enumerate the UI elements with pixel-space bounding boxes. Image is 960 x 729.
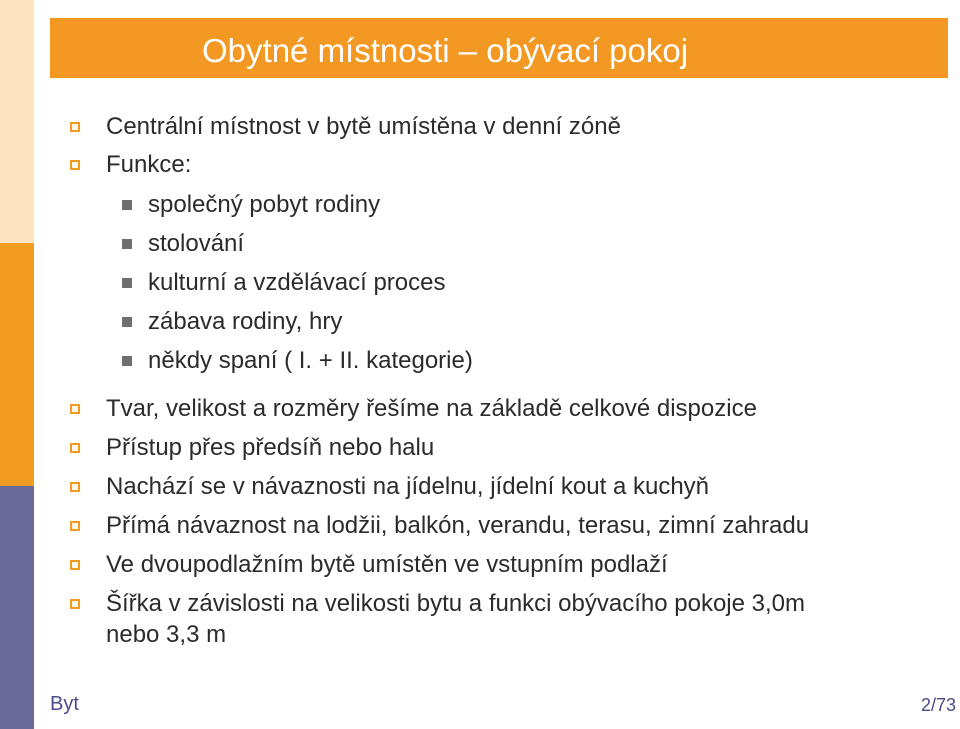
bullet-text: Nachází se v návaznosti na jídelnu, jídelní kout a kuchyň [106, 473, 710, 500]
bullet-text: Centrální místnost v bytě umístěna v denní zóně [106, 113, 621, 140]
bullet-text: Přístup přes předsíň nebo halu [106, 434, 435, 461]
sub-bullet-text: stolování [148, 230, 245, 257]
bullet-text: Tvar, velikost a rozměry řešíme na základě celkové dispozice [106, 395, 757, 422]
bullet-text: Ve dvoupodlažním bytě umístěn ve vstupním podlaží [106, 551, 668, 578]
open-square-bullet-icon [70, 599, 80, 609]
filled-square-bullet-icon [122, 356, 132, 366]
page-number: 2 [920, 695, 931, 715]
bullet-text: Funkce: [106, 151, 192, 178]
open-square-bullet-icon [70, 160, 80, 170]
sub-bullet-text: zábava rodiny, hry [148, 308, 343, 335]
page-counter [921, 694, 956, 716]
filled-square-bullet-icon [122, 200, 132, 210]
open-square-bullet-icon [70, 560, 80, 570]
bullet-text: Přímá návaznost na lodžii, balkón, verandu, terasu, zimní zahradu [106, 512, 810, 539]
sub-bullet-text: kulturní a vzdělávací proces [148, 269, 446, 296]
open-square-bullet-icon [70, 122, 80, 132]
slide-title: Obytné místnosti – obývací pokoj [202, 32, 689, 69]
page-total: /73 [930, 695, 956, 715]
filled-square-bullet-icon [122, 239, 132, 249]
open-square-bullet-icon [70, 482, 80, 492]
footer-label: Byt [50, 693, 79, 715]
sub-bullet-text: někdy spaní ( I. + II. kategorie) [148, 347, 473, 374]
bullet-text-continuation: nebo 3,3 m [106, 621, 227, 648]
open-square-bullet-icon [70, 443, 80, 453]
filled-square-bullet-icon [122, 317, 132, 327]
open-square-bullet-icon [70, 404, 80, 414]
filled-square-bullet-icon [122, 278, 132, 288]
open-square-bullet-icon [70, 521, 80, 531]
bullet-text: Šířka v závislosti na velikosti bytu a funkci obývacího pokoje 3,0m [106, 590, 805, 617]
sub-bullet-text: společný pobyt rodiny [148, 191, 381, 218]
